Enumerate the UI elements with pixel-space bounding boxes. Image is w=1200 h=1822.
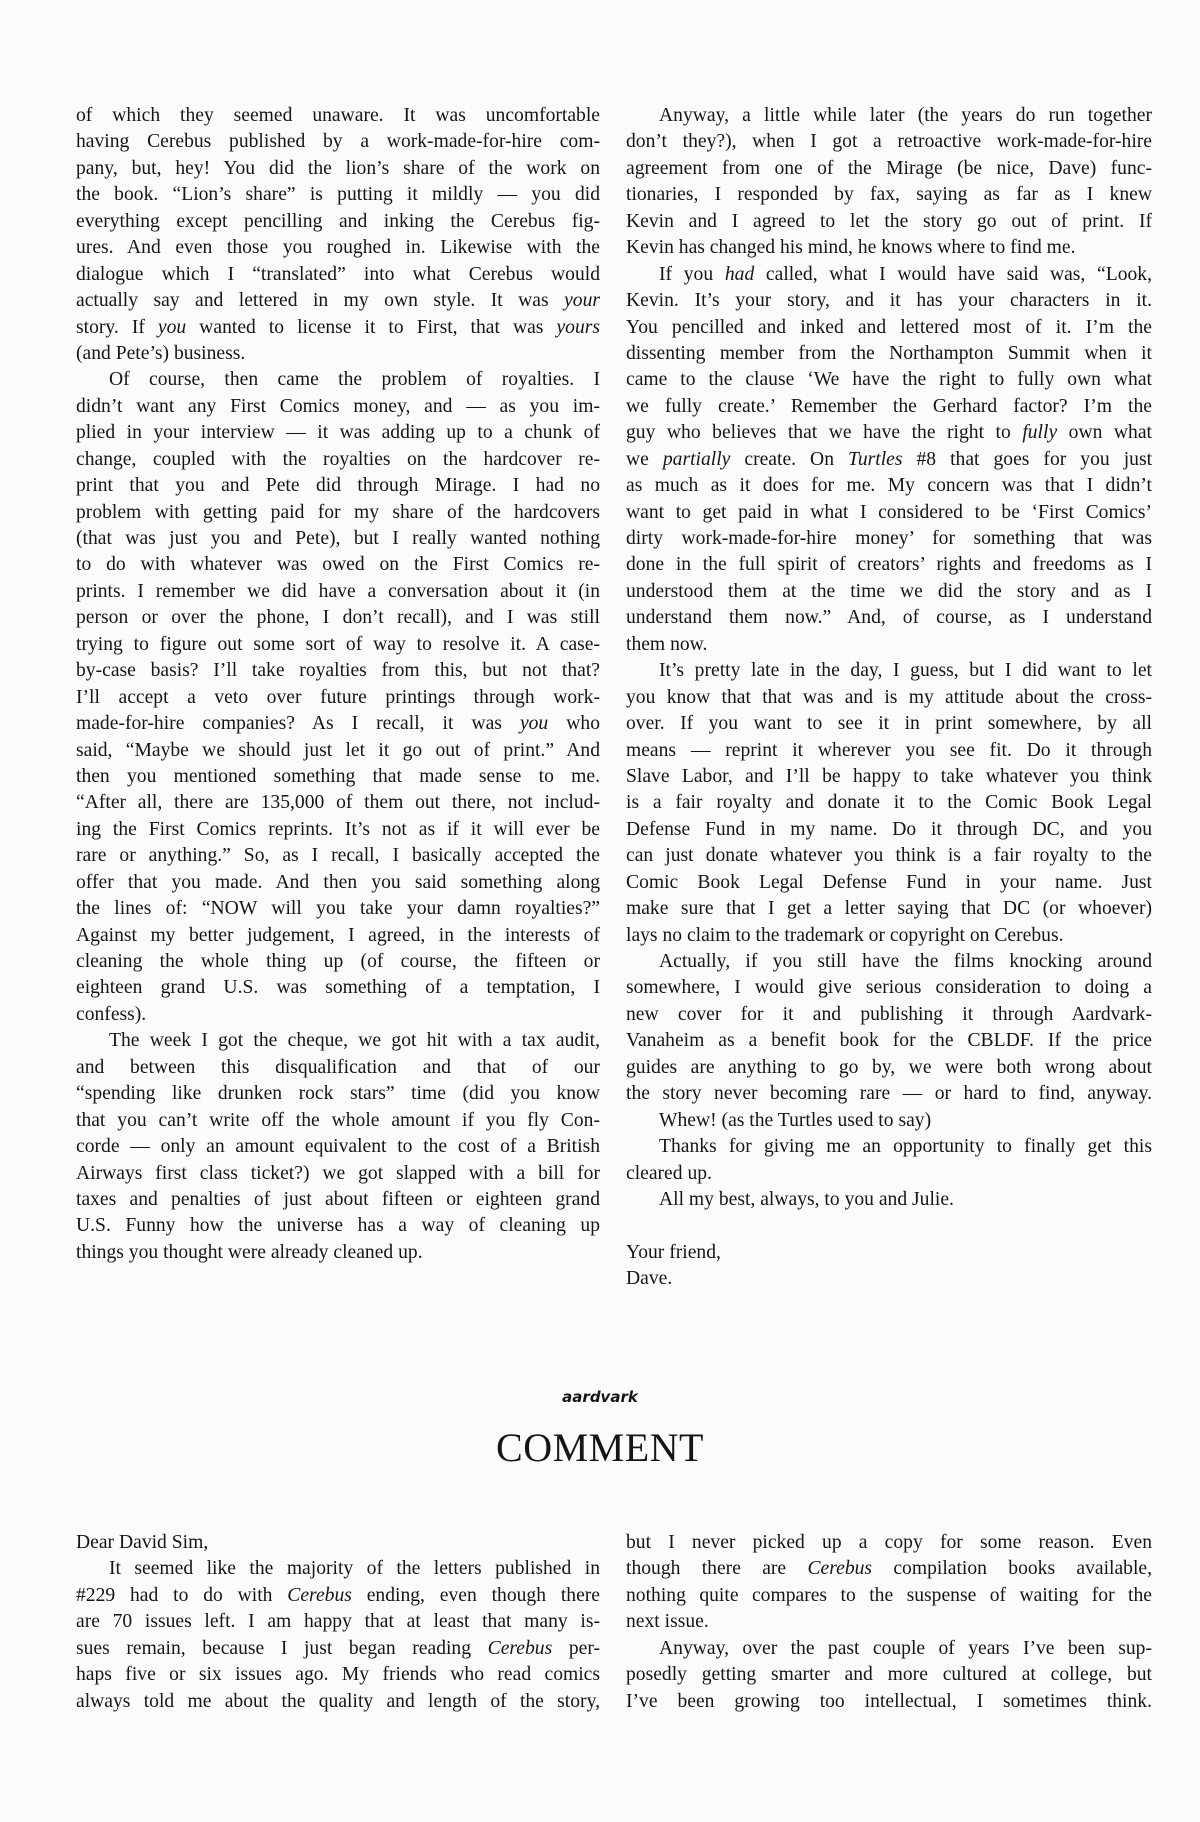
text-line: them now. (626, 633, 708, 655)
text-line: make sure that I get a letter saying that DC (or whoever) (626, 898, 1152, 920)
text-line: Against my better judgement, I agreed, in the interests of (76, 924, 600, 946)
text-line: Defense Fund in my name. Do it through DC, and you (626, 818, 1152, 840)
letter-right-column (626, 103, 1152, 1293)
section-label: aardvark (562, 1388, 638, 1406)
emphasis: Cerebus (487, 1637, 553, 1659)
emphasis: yours (556, 316, 600, 338)
text-line: by-case basis? I’ll take royalties from this, but not that? (76, 660, 600, 682)
text-line: Actually, if you still have the films knocking around (659, 951, 1152, 972)
text-line: agreement from one of the Mirage (be nice, Dave) func- (626, 157, 1152, 179)
text-line: actually say and lettered in my own style. It was your (76, 290, 600, 312)
text-line: The week I got the cheque, we got hit with a tax audit, (109, 1030, 600, 1052)
text-line: next issue. (626, 1611, 709, 1633)
text-line: corde — only an amount equivalent to the cost of a British (76, 1136, 600, 1158)
text-line: rare or anything.” So, as I recall, I basically accepted the (76, 845, 600, 867)
text-line: person or over the phone, I don’t recall), and I was still (76, 607, 600, 629)
text-line: we fully create.’ Remember the Gerhard factor? I’m the (626, 395, 1152, 417)
text-line: done in the full spirit of creators’ rights and freedoms as I (626, 554, 1152, 576)
text-line: pany, but, hey! You did the lion’s share of the work on (76, 157, 600, 179)
text-line: Airways first class ticket?) we got slapped with a bill for (76, 1162, 600, 1184)
text-line: of which they seemed unaware. It was uncomfortable (76, 105, 600, 126)
text-line (626, 1213, 1152, 1239)
text-line: dialogue which I “translated” into what Cerebus would (76, 263, 600, 285)
text-line: nothing quite compares to the suspense of waiting for the (626, 1584, 1152, 1606)
text-line: dissenting member from the Northampton Summit when it (626, 342, 1152, 364)
text-line: confess). (76, 1003, 147, 1025)
text-line: the book. “Lion’s share” is putting it mildly — you did (76, 184, 600, 206)
text-line: the lines of: “NOW will you take your damn royalties?” (76, 898, 600, 920)
text-line: problem with getting paid for my share of the hardcovers (76, 501, 600, 523)
text-line: dirty work-made-for-hire money’ for something that was (626, 528, 1152, 549)
text-line: over. If you want to see it in print somewhere, by all (626, 713, 1152, 735)
text-line: print that you and Pete did through Mirage. I had no (76, 475, 600, 497)
section-title: COMMENT (496, 1425, 704, 1470)
text-line: plied in your interview — it was adding up to a chunk of (76, 422, 600, 444)
text-line: ures. And even those you roughed in. Likewise with the (76, 237, 600, 259)
text-line: posedly getting smarter and more cultured at college, but (626, 1664, 1152, 1686)
comment-left-column (76, 1530, 600, 1715)
text-line: You pencilled and inked and lettered most of it. I’m the (626, 316, 1152, 338)
text-line: can just donate whatever you think is a fair royalty to the (626, 845, 1152, 867)
text-line: Thanks for giving me an opportunity to finally get this (659, 1136, 1152, 1158)
text-line: understood them at the time we did the story and as I (626, 580, 1152, 602)
text-line: eighteen grand U.S. was something of a temptation, I (76, 977, 600, 999)
text-line: “spending like drunken rock stars” time (did you know (76, 1083, 600, 1105)
text-line: didn’t want any First Comics money, and — as you im- (76, 395, 600, 417)
emphasis: your (564, 290, 600, 312)
emphasis: Turtles (848, 448, 903, 470)
text-line: I’ll accept a veto over future printings through work- (76, 686, 600, 708)
text-line: Anyway, a little while later (the years do run together (659, 105, 1152, 126)
text-line: guy who believes that we have the right to fully own what (626, 422, 1152, 444)
text-line: #229 had to do with Cerebus ending, even though there (76, 1584, 600, 1606)
text-line: Dear David Sim, (76, 1532, 209, 1553)
text-line: Kevin and I agreed to let the story go out of print. If (626, 210, 1152, 232)
text-line: All my best, always, to you and Julie. (659, 1188, 954, 1210)
text-line: always told me about the quality and length of the story, (76, 1690, 600, 1712)
text-line: we partially create. On Turtles #8 that goes for you just (626, 448, 1153, 470)
text-line: (that was just you and Pete), but I really wanted nothing (76, 528, 600, 549)
text-line: to do with whatever was owed on the First Comics re- (76, 554, 600, 576)
text-line: If you had called, what I would have said was, “Look, (659, 263, 1152, 285)
text-line: that you can’t write off the whole amount if you fly Con- (76, 1109, 600, 1131)
text-line: trying to figure out some sort of way to resolve it. A case- (76, 633, 600, 655)
comment-right-column (626, 1530, 1152, 1715)
text-line: Slave Labor, and I’ll be happy to take whatever you think (626, 765, 1152, 787)
text-line: Kevin has changed his mind, he knows where to find me. (626, 237, 1076, 259)
text-line: having Cerebus published by a work-made-for-hire com- (76, 131, 600, 153)
emphasis: you (157, 316, 187, 338)
text-line: is a fair royalty and donate it to the Comic Book Legal (626, 792, 1152, 814)
text-line: as much as it does for me. My concern was that I didn’t (626, 475, 1152, 497)
text-line: are 70 issues left. I am happy that at least that many is- (76, 1611, 600, 1633)
text-line: said, “Maybe we should just let it go out of print.” And (76, 739, 600, 761)
text-line: sues remain, because I just began reading Cerebus per- (76, 1637, 600, 1659)
text-line: taxes and penalties of just about fifteen or eighteen grand (76, 1188, 600, 1210)
text-line: made-for-hire companies? As I recall, it was you who (76, 713, 600, 735)
text-line: It’s pretty late in the day, I guess, but I did want to let (659, 660, 1152, 682)
text-line: want to get paid in what I considered to be ‘First Comics’ (626, 501, 1152, 523)
text-line: story. If you wanted to license it to First, that was yours (76, 316, 600, 338)
text-line: U.S. Funny how the universe has a way of cleaning up (76, 1215, 600, 1237)
text-line: guides are anything to go by, we were both wrong about (626, 1056, 1152, 1078)
text-line: and between this disqualification and that of our (76, 1056, 600, 1078)
letter-left-column (76, 103, 600, 1266)
text-line: Anyway, over the past couple of years I’ve been sup- (659, 1637, 1152, 1659)
emphasis: Cerebus (287, 1584, 352, 1606)
text-line: ing the First Comics reprints. It’s not as if it will ever be (76, 818, 600, 840)
emphasis: Cerebus (807, 1558, 873, 1580)
text-line: Whew! (as the Turtles used to say) (659, 1109, 932, 1131)
text-line: “After all, there are 135,000 of them out there, not includ- (76, 792, 600, 814)
text-line: you know that that was and is my attitude about the cross- (626, 686, 1152, 708)
text-line: Vanaheim as a benefit book for the CBLDF. If the price (626, 1030, 1152, 1052)
text-line: Your friend, (626, 1241, 721, 1263)
text-line: (and Pete’s) business. (76, 342, 246, 364)
emphasis: fully (1022, 422, 1058, 444)
text-line: the story never becoming rare — or hard to find, anyway. (626, 1083, 1152, 1105)
text-line: don’t they?), when I got a retroactive work-made-for-hire (626, 131, 1152, 153)
text-line: though there are Cerebus compilation books available, (626, 1558, 1153, 1580)
text-line: cleaning the whole thing up (of course, the fifteen or (76, 951, 600, 972)
text-line: It seemed like the majority of the letters published in (109, 1558, 600, 1580)
text-line: offer that you made. And then you said something along (76, 871, 600, 893)
text-line: then you mentioned something that made sense to me. (76, 765, 600, 787)
text-line: Of course, then came the problem of royalties. I (109, 369, 600, 391)
text-line: but I never picked up a copy for some reason. Even (626, 1532, 1152, 1553)
text-line: Kevin. It’s your story, and it has your characters in it. (626, 290, 1152, 312)
emphasis: you (519, 713, 549, 735)
text-line: understand them now.” And, of course, as I understand (626, 607, 1152, 629)
text-line: lays no claim to the trademark or copyright on Cerebus. (626, 924, 1064, 946)
text-line: somewhere, I would give serious consideration to doing a (626, 977, 1152, 999)
emphasis: partially (662, 448, 731, 470)
text-line: prints. I remember we did have a conversation about it (in (76, 580, 600, 602)
text-line: I’ve been growing too intellectual, I sometimes think. (626, 1690, 1152, 1712)
text-line: Dave. (626, 1268, 673, 1290)
emphasis: had (724, 263, 755, 285)
text-line: Comic Book Legal Defense Fund in your name. Just (626, 871, 1152, 893)
text-line: tionaries, I responded by fax, saying as far as I knew (626, 184, 1152, 206)
text-line: things you thought were already cleaned up. (76, 1241, 423, 1263)
text-line: means — reprint it wherever you see fit. Do it through (626, 739, 1152, 761)
text-line: change, coupled with the royalties on the hardcover re- (76, 448, 600, 470)
text-line: came to the clause ‘We have the right to fully own what (626, 369, 1152, 391)
text-line: everything except pencilling and inking the Cerebus fig- (76, 210, 600, 232)
text-line: cleared up. (626, 1162, 712, 1184)
text-line: new cover for it and publishing it through Aardvark- (626, 1003, 1152, 1025)
text-line: haps five or six issues ago. My friends who read comics (76, 1664, 600, 1686)
